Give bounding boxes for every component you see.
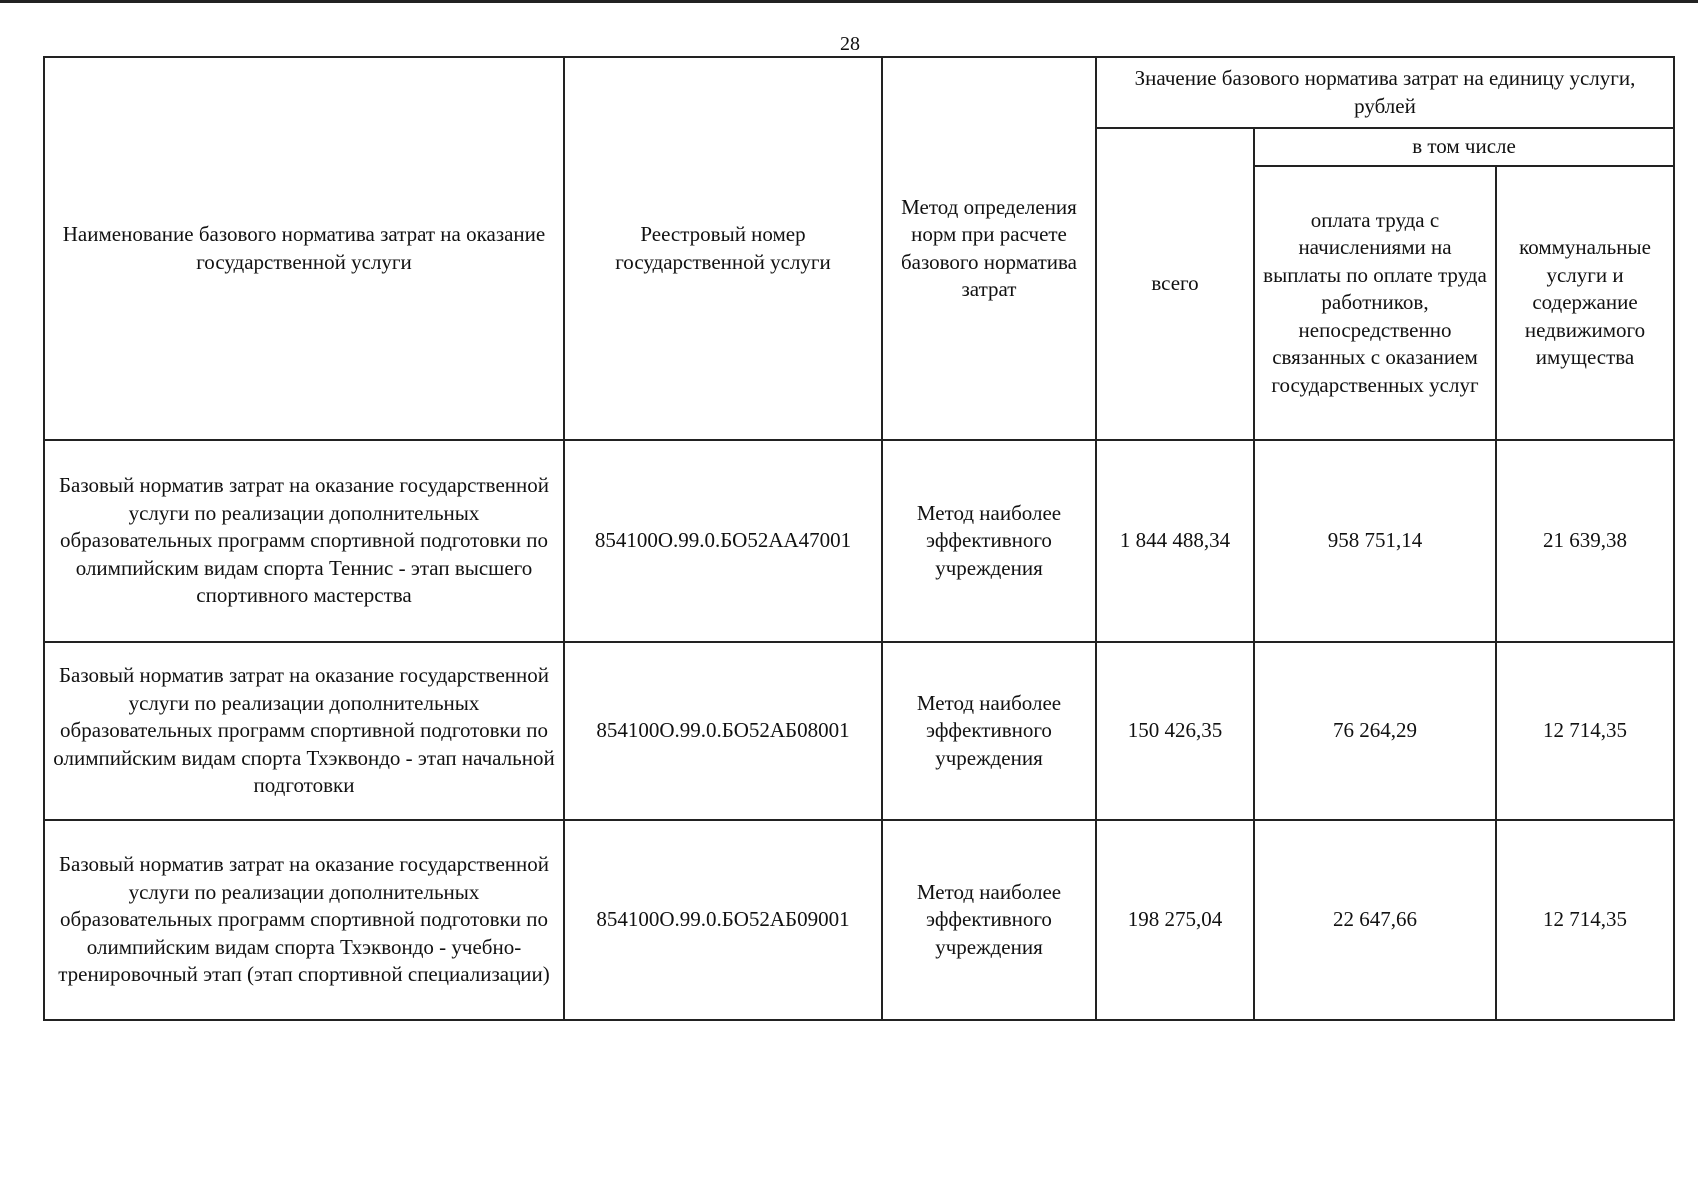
table-row (44, 820, 1674, 1020)
cost-norms-table (43, 56, 1675, 1021)
row-name: Базовый норматив затрат на оказание государственной услуги по реализации дополнительных образовательных программ спортивной подготовки по олимпийским видам спорта Теннис - этап высшего спортивного мастерства (44, 440, 564, 642)
header-value-group: Значение базового норматива затрат на единицу услуги, рублей (1096, 57, 1674, 128)
row-name: Базовый норматив затрат на оказание государственной услуги по реализации дополнительных образовательных программ спортивной подготовки по олимпийским видам спорта Тхэквондо - учебно-тренировочный этап (этап спортивной специализации) (44, 820, 564, 1020)
header-name: Наименование базового норматива затрат на оказание государственной услуги (44, 57, 564, 440)
row-total: 150 426,35 (1096, 642, 1254, 820)
header-row-1 (44, 57, 1674, 128)
header-registry-number: Реестровый номер государственной услуги (564, 57, 882, 440)
row-labor: 22 647,66 (1254, 820, 1496, 1020)
header-utilities: коммунальные услуги и содержание недвижимого имущества (1496, 166, 1674, 440)
row-name: Базовый норматив затрат на оказание государственной услуги по реализации дополнительных образовательных программ спортивной подготовки по олимпийским видам спорта Тхэквондо - этап начальной подготовки (44, 642, 564, 820)
table-row (44, 642, 1674, 820)
row-method: Метод наиболее эффективного учреждения (882, 820, 1096, 1020)
header-labor: оплата труда с начислениями на выплаты по оплате труда работников, непосредственно связанных с оказанием государственных услуг (1254, 166, 1496, 440)
row-labor: 958 751,14 (1254, 440, 1496, 642)
header-including: в том числе (1254, 128, 1674, 166)
row-utilities: 21 639,38 (1496, 440, 1674, 642)
row-method: Метод наиболее эффективного учреждения (882, 642, 1096, 820)
row-registry-number: 854100О.99.0.БО52АБ09001 (564, 820, 882, 1020)
row-registry-number: 854100О.99.0.БО52АА47001 (564, 440, 882, 642)
row-total: 198 275,04 (1096, 820, 1254, 1020)
row-labor: 76 264,29 (1254, 642, 1496, 820)
header-total: всего (1096, 128, 1254, 440)
top-border-line (0, 0, 1698, 3)
table-row (44, 440, 1674, 642)
row-utilities: 12 714,35 (1496, 642, 1674, 820)
row-total: 1 844 488,34 (1096, 440, 1254, 642)
row-method: Метод наиболее эффективного учреждения (882, 440, 1096, 642)
row-utilities: 12 714,35 (1496, 820, 1674, 1020)
page-number: 28 (840, 33, 860, 55)
header-method: Метод определения норм при расчете базового норматива затрат (882, 57, 1096, 440)
row-registry-number: 854100О.99.0.БО52АБ08001 (564, 642, 882, 820)
